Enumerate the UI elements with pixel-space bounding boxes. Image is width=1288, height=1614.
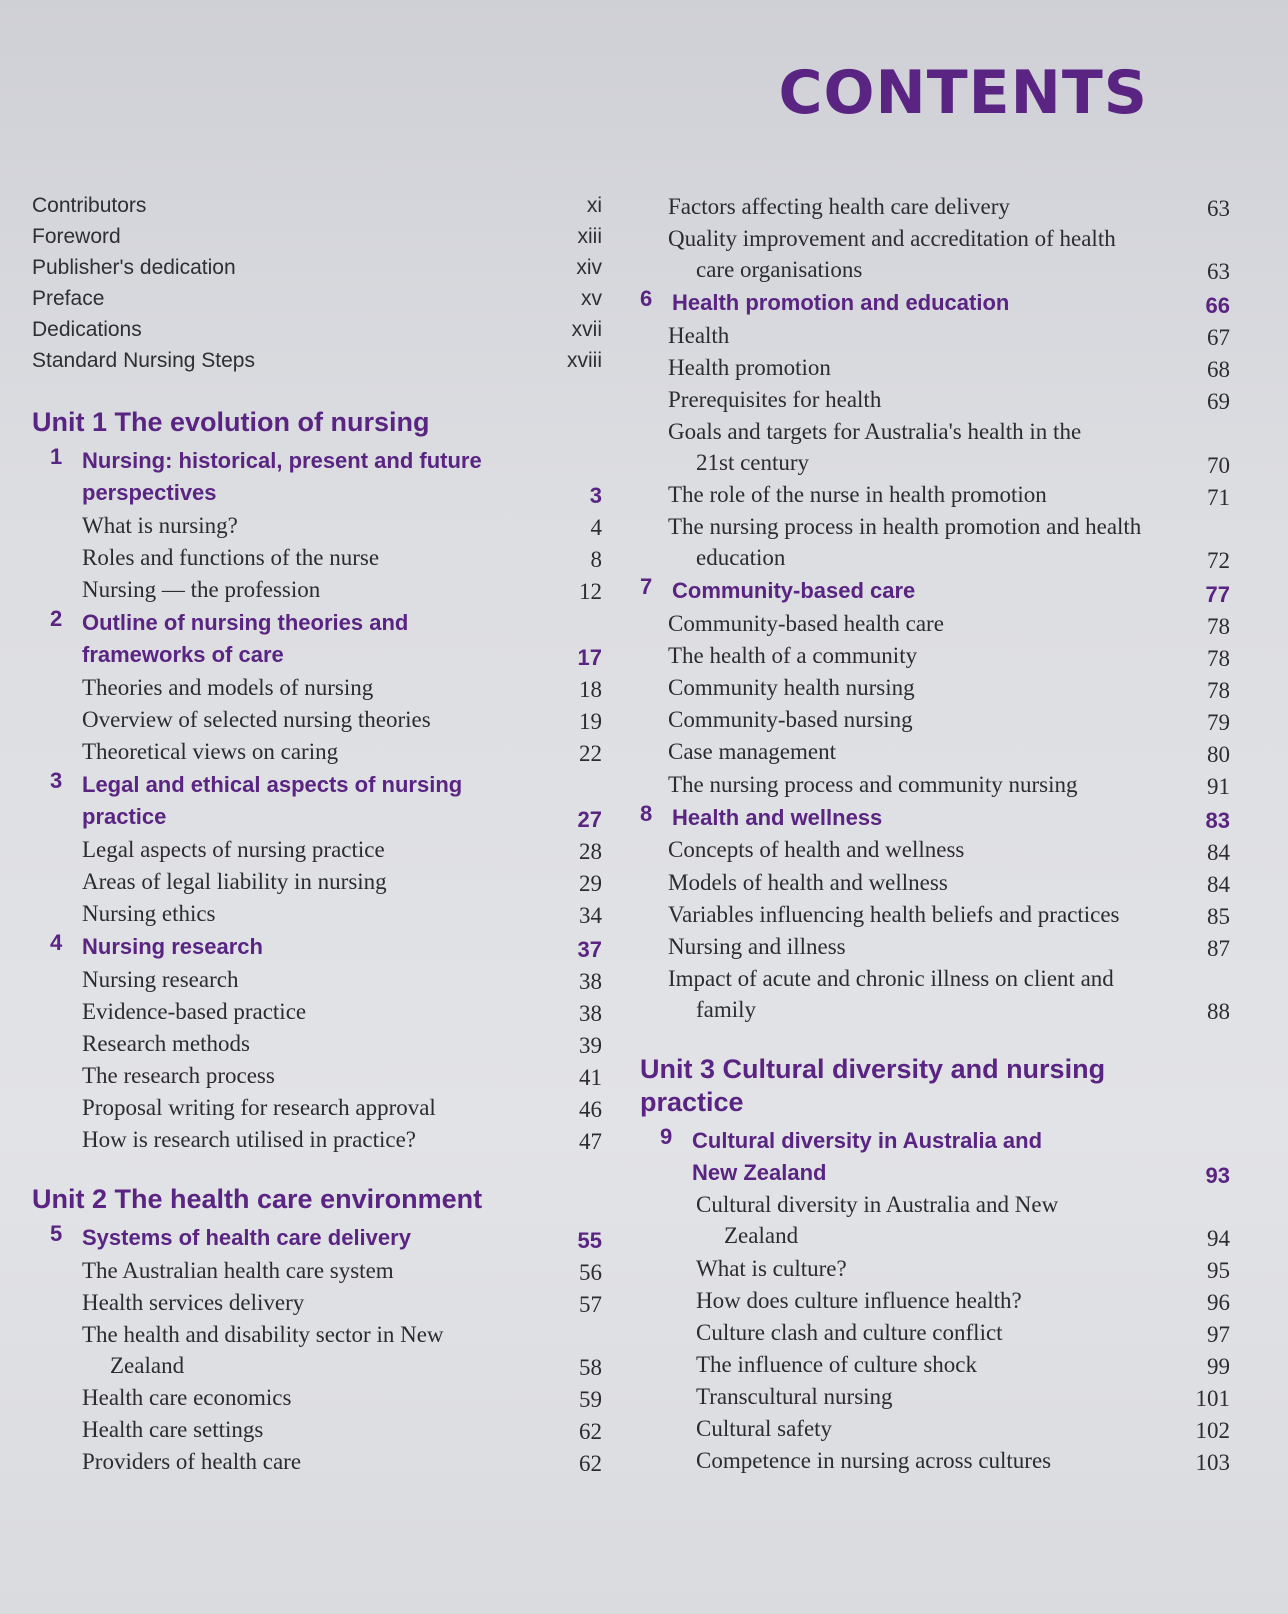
- toc-entry[interactable]: [640, 191, 1230, 222]
- chapter-page: 37: [577, 936, 602, 962]
- toc-entry[interactable]: [32, 866, 602, 897]
- entry-page: 18: [579, 676, 602, 702]
- toc-entry[interactable]: [640, 608, 1230, 639]
- entry-label: Health promotion: [668, 355, 831, 381]
- entry-label: Evidence-based practice: [82, 998, 307, 1024]
- entry-label: The influence of culture shock: [696, 1351, 977, 1377]
- entry-label: Cultural diversity in Australia and New Zealand: [696, 1192, 1059, 1249]
- entry-label: Providers of health care: [82, 1448, 302, 1474]
- toc-entry[interactable]: [640, 672, 1230, 703]
- chapter-number: 8: [640, 800, 653, 826]
- toc-entry[interactable]: [32, 1255, 602, 1286]
- entry-page: 78: [1207, 613, 1230, 639]
- entry-label: Foreword: [32, 224, 121, 248]
- entry-label: Areas of legal liability in nursing: [82, 868, 387, 894]
- toc-entry[interactable]: [32, 672, 602, 703]
- entry-label: Proposal writing for research approval: [82, 1094, 436, 1120]
- entry-page: 102: [1195, 1418, 1230, 1444]
- entry-label: Health services delivery: [82, 1289, 305, 1315]
- toc-entry[interactable]: [640, 1349, 1230, 1380]
- entry-page: 12: [579, 579, 602, 605]
- entry-page: 22: [579, 741, 602, 767]
- entry-page: xv: [581, 286, 602, 310]
- toc-entry[interactable]: [640, 1413, 1230, 1444]
- front-matter-list: [32, 190, 602, 376]
- entry-page: xvii: [571, 317, 602, 341]
- entry-label: Transcultural nursing: [696, 1383, 893, 1409]
- unit-heading: Unit 3 Cultural diversity and nursing practice: [640, 1053, 1106, 1117]
- entry-page: xviii: [567, 348, 602, 372]
- entry-label: Nursing research: [82, 966, 239, 992]
- toc-entry[interactable]: [32, 704, 602, 735]
- chapter-page: 55: [577, 1228, 602, 1254]
- chapter-page: 27: [577, 806, 602, 832]
- entry-label: The health and disability sector in New Zealand: [82, 1321, 444, 1378]
- chapter-heading[interactable]: [640, 575, 1230, 607]
- entry-page: 38: [579, 1000, 602, 1026]
- toc-entry[interactable]: [32, 834, 602, 865]
- toc-entry[interactable]: [32, 314, 602, 345]
- entry-page: 63: [1207, 259, 1230, 285]
- toc-entry[interactable]: [32, 510, 602, 541]
- entry-page: 67: [1207, 325, 1230, 351]
- entry-page: 71: [1207, 484, 1230, 510]
- entry-label: Culture clash and culture conflict: [696, 1319, 1003, 1345]
- toc-right-column: [640, 190, 1230, 1477]
- chapter-number: 4: [50, 929, 63, 955]
- chapter-title: Outline of nursing theories and frameworks of care: [82, 609, 409, 667]
- entry-label: Impact of acute and chronic illness on client and family: [668, 965, 1114, 1022]
- toc-entry[interactable]: [640, 899, 1230, 930]
- entry-page: 29: [579, 870, 602, 896]
- entry-label: Community health nursing: [668, 675, 915, 701]
- entry-label: The research process: [82, 1062, 275, 1088]
- toc-entry[interactable]: [32, 1446, 602, 1477]
- entry-label: How does culture influence health?: [696, 1287, 1022, 1313]
- toc-entry[interactable]: [640, 769, 1230, 800]
- entry-page: xiii: [577, 224, 602, 248]
- toc-entry[interactable]: [32, 996, 602, 1027]
- entry-label: Health care settings: [82, 1416, 264, 1442]
- entry-label: Models of health and wellness: [668, 869, 948, 895]
- entry-page: 34: [579, 902, 602, 928]
- entry-page: 91: [1207, 773, 1230, 799]
- entry-page: xiv: [576, 255, 602, 279]
- chapter-number: 9: [660, 1123, 673, 1149]
- entry-page: 46: [579, 1097, 602, 1123]
- entry-page: 4: [590, 515, 602, 541]
- toc-entry[interactable]: [32, 1092, 602, 1123]
- chapter-number: 6: [640, 286, 653, 312]
- entry-page: 38: [579, 968, 602, 994]
- unit-heading: Unit 2 The health care environment: [32, 1183, 483, 1214]
- toc-entry[interactable]: [32, 1382, 602, 1413]
- entry-page: 96: [1207, 1289, 1230, 1315]
- entry-page: xi: [586, 193, 602, 217]
- chapter-number: 2: [50, 605, 63, 631]
- chapter-page: 83: [1205, 807, 1230, 833]
- entry-label: Health: [668, 323, 730, 349]
- toc-entry[interactable]: [32, 736, 602, 767]
- entry-page: 85: [1207, 903, 1230, 929]
- chapter-heading[interactable]: [32, 607, 602, 671]
- toc-entry[interactable]: [640, 1285, 1230, 1316]
- chapter-page: 77: [1205, 581, 1230, 607]
- toc-entry[interactable]: [32, 345, 602, 376]
- toc-entry[interactable]: [640, 223, 1230, 285]
- entry-label: Research methods: [82, 1030, 250, 1056]
- chapter-title: Cultural diversity in Australia and New Zealand: [692, 1127, 1043, 1185]
- entry-page: 78: [1207, 677, 1230, 703]
- entry-page: 94: [1207, 1225, 1230, 1251]
- entry-label: Publisher's dedication: [32, 255, 236, 279]
- toc-entry[interactable]: [640, 1253, 1230, 1284]
- entry-label: Nursing ethics: [82, 900, 216, 926]
- entry-label: Roles and functions of the nurse: [82, 544, 380, 570]
- entry-label: Concepts of health and wellness: [668, 837, 965, 863]
- entry-page: 39: [579, 1032, 602, 1058]
- toc-entry[interactable]: [32, 252, 602, 283]
- toc-entry[interactable]: [640, 704, 1230, 735]
- entry-label: Overview of selected nursing theories: [82, 706, 431, 732]
- entry-page: 41: [579, 1065, 602, 1091]
- entry-label: Dedications: [32, 317, 142, 341]
- entry-label: The role of the nurse in health promotion: [668, 482, 1047, 508]
- entry-label: Nursing — the profession: [82, 576, 321, 602]
- entry-page: 78: [1207, 645, 1230, 671]
- entry-label: The Australian health care system: [82, 1257, 394, 1283]
- chapter-title: Systems of health care delivery: [82, 1224, 411, 1250]
- entry-label: Prerequisites for health: [668, 387, 882, 413]
- chapter-heading[interactable]: [640, 287, 1230, 319]
- entry-label: Community-based health care: [668, 611, 944, 637]
- toc-entry[interactable]: [640, 1317, 1230, 1348]
- entry-page: 8: [590, 547, 602, 573]
- toc-left-column: [32, 190, 602, 1478]
- entry-page: 28: [579, 838, 602, 864]
- entry-label: Goals and targets for Australia's health in the 21st century: [668, 419, 1082, 476]
- entry-page: 19: [579, 708, 602, 734]
- entry-page: 80: [1207, 741, 1230, 767]
- entry-label: Quality improvement and accreditation of health care organisations: [668, 226, 1116, 283]
- chapter-title: Health promotion and education: [672, 290, 1010, 316]
- unit-heading: Unit 1 The evolution of nursing: [32, 407, 430, 437]
- entry-page: 70: [1207, 452, 1230, 478]
- entry-label: Nursing and illness: [668, 933, 846, 959]
- entry-label: Health care economics: [82, 1384, 292, 1410]
- toc-entry[interactable]: [640, 1189, 1230, 1251]
- chapter-heading[interactable]: [32, 445, 602, 509]
- entry-page: 62: [579, 1451, 602, 1477]
- entry-page: 57: [579, 1292, 602, 1318]
- toc-entry[interactable]: [640, 320, 1230, 351]
- chapter-number: 1: [50, 443, 63, 469]
- entry-label: The nursing process in health promotion and health education: [668, 514, 1142, 571]
- entry-page: 103: [1195, 1450, 1230, 1476]
- entry-page: 72: [1207, 547, 1230, 573]
- toc-entry[interactable]: [640, 1445, 1230, 1476]
- toc-entry[interactable]: [32, 964, 602, 995]
- chapter-heading[interactable]: [32, 769, 602, 833]
- entry-page: 56: [579, 1260, 602, 1285]
- toc-entry[interactable]: [32, 1319, 602, 1381]
- toc-entry[interactable]: [32, 1287, 602, 1318]
- entry-label: Competence in nursing across cultures: [696, 1447, 1052, 1473]
- toc-entry[interactable]: [32, 283, 602, 314]
- toc-entry[interactable]: [640, 352, 1230, 383]
- entry-label: What is nursing?: [82, 512, 238, 538]
- entry-label: What is culture?: [696, 1255, 847, 1281]
- toc-entry[interactable]: [640, 1381, 1230, 1412]
- entry-label: Theoretical views on caring: [82, 738, 339, 764]
- entry-page: 68: [1207, 357, 1230, 383]
- entry-label: The nursing process and community nursing: [668, 771, 1078, 797]
- entry-page: 79: [1207, 709, 1230, 735]
- toc-entry[interactable]: [32, 1124, 602, 1155]
- entry-page: 95: [1207, 1257, 1230, 1283]
- entry-label: The health of a community: [668, 643, 918, 669]
- entry-page: 87: [1207, 935, 1230, 961]
- chapter-title: Health and wellness: [672, 804, 883, 830]
- chapter-number: 7: [640, 574, 653, 600]
- entry-page: 69: [1207, 389, 1230, 415]
- chapter-heading[interactable]: [640, 802, 1230, 834]
- toc-entry[interactable]: [32, 221, 602, 252]
- chapter-title: Legal and ethical aspects of nursing practice: [82, 771, 463, 829]
- toc-entry[interactable]: [32, 1060, 602, 1091]
- toc-entry[interactable]: [640, 479, 1230, 510]
- entry-label: Cultural safety: [696, 1415, 833, 1441]
- entry-page: 62: [579, 1419, 602, 1445]
- toc-entry[interactable]: [32, 542, 602, 573]
- toc-entry[interactable]: [640, 736, 1230, 767]
- toc-entry[interactable]: [640, 511, 1230, 573]
- toc-entry[interactable]: [32, 1028, 602, 1059]
- entry-page: 84: [1207, 871, 1230, 897]
- toc-entry[interactable]: [32, 1414, 602, 1445]
- toc-entry[interactable]: [640, 384, 1230, 415]
- page-title: CONTENTS: [778, 58, 1148, 128]
- entry-page: 84: [1207, 839, 1230, 865]
- entry-label: Contributors: [32, 193, 147, 217]
- chapter-page: 93: [1205, 1162, 1230, 1188]
- entry-page: 99: [1207, 1353, 1230, 1379]
- chapter-heading[interactable]: [32, 931, 602, 963]
- chapter-title: Nursing: historical, present and future perspectives: [82, 447, 482, 505]
- toc-entry[interactable]: [32, 898, 602, 929]
- entry-page: 101: [1195, 1385, 1230, 1411]
- toc-entry[interactable]: [640, 834, 1230, 865]
- entry-label: Standard Nursing Steps: [32, 348, 255, 372]
- entry-label: How is research utilised in practice?: [82, 1126, 417, 1152]
- chapter-number: 5: [50, 1220, 63, 1246]
- entry-label: Variables influencing health beliefs and practices: [668, 901, 1120, 927]
- chapter-page: 66: [1205, 293, 1230, 319]
- entry-label: Factors affecting health care delivery: [668, 194, 1010, 219]
- entry-page: 47: [579, 1129, 602, 1155]
- entry-label: Preface: [32, 286, 105, 310]
- toc-entry[interactable]: [640, 963, 1230, 1025]
- toc-entry[interactable]: [640, 867, 1230, 898]
- entry-page: 59: [579, 1387, 602, 1413]
- chapter-heading[interactable]: [640, 1125, 1230, 1189]
- entry-page: 88: [1207, 999, 1230, 1024]
- toc-entry[interactable]: [640, 416, 1230, 478]
- chapter-title: Community-based care: [672, 578, 916, 604]
- chapter-heading[interactable]: [32, 1222, 602, 1254]
- toc-entry[interactable]: [32, 574, 602, 605]
- chapter-page: 17: [577, 645, 602, 671]
- toc-entry[interactable]: [640, 640, 1230, 671]
- entry-page: 58: [579, 1355, 602, 1381]
- toc-entry[interactable]: [640, 931, 1230, 962]
- entry-label: Community-based nursing: [668, 707, 913, 733]
- entry-page: 63: [1207, 196, 1230, 222]
- entry-page: 97: [1207, 1321, 1230, 1347]
- entry-label: Theories and models of nursing: [82, 674, 374, 700]
- entry-label: Legal aspects of nursing practice: [82, 836, 385, 862]
- chapter-page: 3: [589, 483, 602, 509]
- chapter-title: Nursing research: [82, 933, 263, 959]
- toc-entry[interactable]: [32, 190, 602, 221]
- entry-label: Case management: [668, 739, 836, 765]
- chapter-number: 3: [50, 767, 63, 793]
